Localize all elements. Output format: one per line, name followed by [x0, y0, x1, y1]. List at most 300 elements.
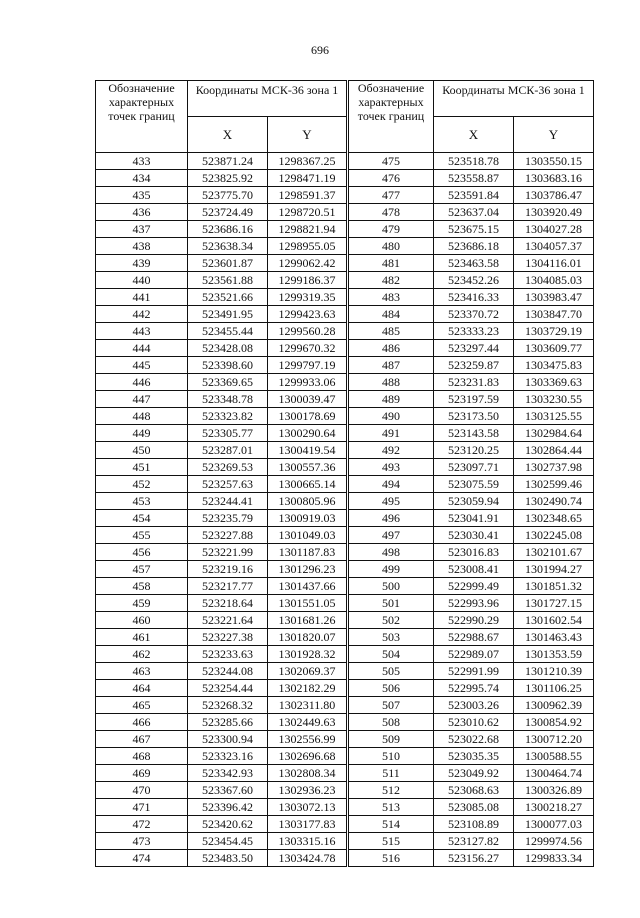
table-row	[96, 561, 347, 578]
table-row	[349, 612, 594, 629]
point-number-cell: 448	[96, 408, 188, 425]
y-coordinate-cell: 1303920.49	[514, 204, 594, 221]
y-coordinate-cell: 1301049.03	[268, 527, 347, 544]
table-row	[349, 663, 594, 680]
point-number-cell: 436	[96, 204, 188, 221]
x-coordinate-cell: 523491.95	[188, 306, 268, 323]
x-coordinate-cell: 523396.42	[188, 799, 268, 816]
y-coordinate-cell: 1301820.07	[268, 629, 347, 646]
table-row	[349, 561, 594, 578]
table-row	[349, 476, 594, 493]
table-row	[349, 799, 594, 816]
table-row	[349, 425, 594, 442]
y-coordinate-cell: 1300557.36	[268, 459, 347, 476]
y-coordinate-cell: 1302696.68	[268, 748, 347, 765]
y-coordinate-cell: 1301353.59	[514, 646, 594, 663]
y-coordinate-cell: 1299797.19	[268, 357, 347, 374]
y-coordinate-cell: 1299933.06	[268, 374, 347, 391]
x-coordinate-cell: 523218.64	[188, 595, 268, 612]
x-coordinate-cell: 523285.66	[188, 714, 268, 731]
x-coordinate-cell: 523370.72	[434, 306, 514, 323]
y-coordinate-cell: 1300178.69	[268, 408, 347, 425]
point-number-cell: 441	[96, 289, 188, 306]
point-number-cell: 458	[96, 578, 188, 595]
x-coordinate-cell: 523010.62	[434, 714, 514, 731]
y-coordinate-cell: 1298591.37	[268, 187, 347, 204]
point-number-cell: 473	[96, 833, 188, 850]
point-number-cell: 462	[96, 646, 188, 663]
x-coordinate-cell: 523518.78	[434, 153, 514, 170]
y-coordinate-cell: 1299319.35	[268, 289, 347, 306]
y-coordinate-cell: 1302245.08	[514, 527, 594, 544]
x-coordinate-cell: 523244.08	[188, 663, 268, 680]
y-coordinate-cell: 1299974.56	[514, 833, 594, 850]
y-coordinate-cell: 1301994.27	[514, 561, 594, 578]
page-number: 696	[311, 43, 329, 57]
table-row	[96, 646, 347, 663]
point-number-cell: 450	[96, 442, 188, 459]
y-coordinate-cell: 1301602.54	[514, 612, 594, 629]
x-coordinate-cell: 522995.74	[434, 680, 514, 697]
table-row	[96, 731, 347, 748]
table-row	[96, 357, 347, 374]
x-coordinate-cell: 523120.25	[434, 442, 514, 459]
x-coordinate-cell: 523398.60	[188, 357, 268, 374]
y-coordinate-cell: 1303424.78	[268, 850, 347, 867]
y-coordinate-cell: 1302984.64	[514, 425, 594, 442]
table-row	[349, 714, 594, 731]
table-row	[349, 595, 594, 612]
y-coordinate-cell: 1303177.83	[268, 816, 347, 833]
table-row	[349, 731, 594, 748]
y-coordinate-cell: 1299560.28	[268, 323, 347, 340]
table-row	[96, 374, 347, 391]
x-coordinate-cell: 523221.99	[188, 544, 268, 561]
y-coordinate-cell: 1302311.80	[268, 697, 347, 714]
table-row	[349, 459, 594, 476]
y-coordinate-cell: 1302101.67	[514, 544, 594, 561]
point-number-cell: 512	[349, 782, 434, 799]
y-coordinate-cell: 1303369.63	[514, 374, 594, 391]
x-coordinate-cell: 523416.33	[434, 289, 514, 306]
table-row	[96, 391, 347, 408]
x-coordinate-cell: 523420.62	[188, 816, 268, 833]
x-coordinate-cell: 523558.87	[434, 170, 514, 187]
point-number-cell: 505	[349, 663, 434, 680]
point-number-cell: 463	[96, 663, 188, 680]
point-number-cell: 510	[349, 748, 434, 765]
x-coordinate-cell: 523254.44	[188, 680, 268, 697]
table-row	[349, 680, 594, 697]
x-coordinate-cell: 523637.04	[434, 204, 514, 221]
table-row	[96, 799, 347, 816]
x-coordinate-cell: 523035.35	[434, 748, 514, 765]
x-coordinate-cell: 523244.41	[188, 493, 268, 510]
point-number-cell: 486	[349, 340, 434, 357]
x-coordinate-cell: 523217.77	[188, 578, 268, 595]
x-coordinate-cell: 523269.53	[188, 459, 268, 476]
y-coordinate-cell: 1301437.66	[268, 578, 347, 595]
table-row	[96, 170, 347, 187]
header-y: Y	[268, 117, 347, 153]
table-row	[96, 833, 347, 850]
table-row	[349, 850, 594, 867]
x-coordinate-cell: 523030.41	[434, 527, 514, 544]
table-row	[349, 289, 594, 306]
point-number-cell: 497	[349, 527, 434, 544]
x-coordinate-cell: 523156.27	[434, 850, 514, 867]
x-coordinate-cell: 523591.84	[434, 187, 514, 204]
x-coordinate-cell: 523455.44	[188, 323, 268, 340]
point-number-cell: 478	[349, 204, 434, 221]
header-y: Y	[514, 117, 594, 153]
point-number-cell: 488	[349, 374, 434, 391]
table-row	[349, 833, 594, 850]
x-coordinate-cell: 523428.08	[188, 340, 268, 357]
y-coordinate-cell: 1300326.89	[514, 782, 594, 799]
point-number-cell: 461	[96, 629, 188, 646]
table-row	[349, 238, 594, 255]
y-coordinate-cell: 1298720.51	[268, 204, 347, 221]
y-coordinate-cell: 1300039.47	[268, 391, 347, 408]
point-number-cell: 500	[349, 578, 434, 595]
table-row	[96, 578, 347, 595]
table-body-left	[96, 153, 347, 867]
x-coordinate-cell: 523454.45	[188, 833, 268, 850]
point-number-cell: 469	[96, 765, 188, 782]
point-number-cell: 485	[349, 323, 434, 340]
x-coordinate-cell: 523323.82	[188, 408, 268, 425]
table-row	[96, 340, 347, 357]
table-row	[349, 816, 594, 833]
y-coordinate-cell: 1300077.03	[514, 816, 594, 833]
x-coordinate-cell: 523173.50	[434, 408, 514, 425]
x-coordinate-cell: 523775.70	[188, 187, 268, 204]
table-row	[96, 680, 347, 697]
point-number-cell: 438	[96, 238, 188, 255]
x-coordinate-cell: 523008.41	[434, 561, 514, 578]
y-coordinate-cell: 1298471.19	[268, 170, 347, 187]
point-number-cell: 496	[349, 510, 434, 527]
table-row	[96, 850, 347, 867]
table-row	[349, 629, 594, 646]
point-number-cell: 513	[349, 799, 434, 816]
point-number-cell: 470	[96, 782, 188, 799]
point-number-cell: 443	[96, 323, 188, 340]
point-number-cell: 459	[96, 595, 188, 612]
x-coordinate-cell: 523022.68	[434, 731, 514, 748]
point-number-cell: 439	[96, 255, 188, 272]
y-coordinate-cell: 1299186.37	[268, 272, 347, 289]
y-coordinate-cell: 1303983.47	[514, 289, 594, 306]
x-coordinate-cell: 523297.44	[434, 340, 514, 357]
table-row	[349, 204, 594, 221]
table-row	[96, 714, 347, 731]
point-number-cell: 516	[349, 850, 434, 867]
point-number-cell: 483	[349, 289, 434, 306]
x-coordinate-cell: 523825.92	[188, 170, 268, 187]
x-coordinate-cell: 523452.26	[434, 272, 514, 289]
y-coordinate-cell: 1299423.63	[268, 306, 347, 323]
x-coordinate-cell: 523233.63	[188, 646, 268, 663]
y-coordinate-cell: 1302182.29	[268, 680, 347, 697]
point-number-cell: 504	[349, 646, 434, 663]
x-coordinate-cell: 523108.89	[434, 816, 514, 833]
table-row	[349, 578, 594, 595]
x-coordinate-cell: 523257.63	[188, 476, 268, 493]
x-coordinate-cell: 523085.08	[434, 799, 514, 816]
table-row	[96, 221, 347, 238]
header-x: X	[434, 117, 514, 153]
table-row	[96, 323, 347, 340]
table-row	[96, 697, 347, 714]
y-coordinate-cell: 1303315.16	[268, 833, 347, 850]
y-coordinate-cell: 1301851.32	[514, 578, 594, 595]
table-row	[349, 408, 594, 425]
table-row	[96, 255, 347, 272]
point-number-cell: 437	[96, 221, 188, 238]
y-coordinate-cell: 1301187.83	[268, 544, 347, 561]
y-coordinate-cell: 1303072.13	[268, 799, 347, 816]
y-coordinate-cell: 1303230.55	[514, 391, 594, 408]
point-number-cell: 464	[96, 680, 188, 697]
coordinates-table-left	[95, 80, 347, 867]
y-coordinate-cell: 1301551.05	[268, 595, 347, 612]
point-number-cell: 455	[96, 527, 188, 544]
x-coordinate-cell: 523016.83	[434, 544, 514, 561]
y-coordinate-cell: 1301106.25	[514, 680, 594, 697]
table-row	[349, 153, 594, 170]
point-number-cell: 453	[96, 493, 188, 510]
table-row	[349, 255, 594, 272]
table-row	[96, 153, 347, 170]
y-coordinate-cell: 1304057.37	[514, 238, 594, 255]
y-coordinate-cell: 1300588.55	[514, 748, 594, 765]
table-row	[349, 442, 594, 459]
point-number-cell: 446	[96, 374, 188, 391]
table-row	[349, 493, 594, 510]
point-number-cell: 509	[349, 731, 434, 748]
point-number-cell: 444	[96, 340, 188, 357]
point-number-cell: 465	[96, 697, 188, 714]
point-number-cell: 514	[349, 816, 434, 833]
y-coordinate-cell: 1304116.01	[514, 255, 594, 272]
table-row	[349, 646, 594, 663]
point-number-cell: 491	[349, 425, 434, 442]
x-coordinate-cell: 522990.29	[434, 612, 514, 629]
point-number-cell: 456	[96, 544, 188, 561]
y-coordinate-cell: 1303609.77	[514, 340, 594, 357]
x-coordinate-cell: 523601.87	[188, 255, 268, 272]
x-coordinate-cell: 523300.94	[188, 731, 268, 748]
table-row	[349, 357, 594, 374]
x-coordinate-cell: 523369.65	[188, 374, 268, 391]
table-row	[349, 340, 594, 357]
table-row	[349, 765, 594, 782]
y-coordinate-cell: 1300712.20	[514, 731, 594, 748]
table-row	[96, 272, 347, 289]
x-coordinate-cell: 523003.26	[434, 697, 514, 714]
x-coordinate-cell: 523342.93	[188, 765, 268, 782]
x-coordinate-cell: 523127.82	[434, 833, 514, 850]
table-row	[96, 306, 347, 323]
point-number-cell: 476	[349, 170, 434, 187]
x-coordinate-cell: 523259.87	[434, 357, 514, 374]
point-number-cell: 515	[349, 833, 434, 850]
point-number-cell: 467	[96, 731, 188, 748]
x-coordinate-cell: 523521.66	[188, 289, 268, 306]
x-coordinate-cell: 523638.34	[188, 238, 268, 255]
y-coordinate-cell: 1300419.54	[268, 442, 347, 459]
point-number-cell: 460	[96, 612, 188, 629]
y-coordinate-cell: 1299833.34	[514, 850, 594, 867]
y-coordinate-cell: 1303786.47	[514, 187, 594, 204]
point-number-cell: 482	[349, 272, 434, 289]
y-coordinate-cell: 1303729.19	[514, 323, 594, 340]
y-coordinate-cell: 1301928.32	[268, 646, 347, 663]
table-row	[96, 612, 347, 629]
point-number-cell: 494	[349, 476, 434, 493]
table-row	[349, 782, 594, 799]
x-coordinate-cell: 523561.88	[188, 272, 268, 289]
point-number-cell: 434	[96, 170, 188, 187]
point-number-cell: 481	[349, 255, 434, 272]
point-number-cell: 452	[96, 476, 188, 493]
point-number-cell: 492	[349, 442, 434, 459]
x-coordinate-cell: 523686.16	[188, 221, 268, 238]
table-row	[349, 374, 594, 391]
y-coordinate-cell: 1303550.15	[514, 153, 594, 170]
point-number-cell: 442	[96, 306, 188, 323]
point-number-cell: 449	[96, 425, 188, 442]
x-coordinate-cell: 523197.59	[434, 391, 514, 408]
point-number-cell: 451	[96, 459, 188, 476]
y-coordinate-cell: 1301681.26	[268, 612, 347, 629]
y-coordinate-cell: 1302069.37	[268, 663, 347, 680]
header-designation: Обозначение характерных точек границ	[96, 81, 188, 153]
point-number-cell: 440	[96, 272, 188, 289]
table-row	[96, 782, 347, 799]
x-coordinate-cell: 522989.07	[434, 646, 514, 663]
table-row	[349, 272, 594, 289]
x-coordinate-cell: 523483.50	[188, 850, 268, 867]
y-coordinate-cell: 1302864.44	[514, 442, 594, 459]
y-coordinate-cell: 1304085.03	[514, 272, 594, 289]
table-row	[349, 527, 594, 544]
point-number-cell: 477	[349, 187, 434, 204]
x-coordinate-cell: 523219.16	[188, 561, 268, 578]
point-number-cell: 495	[349, 493, 434, 510]
x-coordinate-cell: 523068.63	[434, 782, 514, 799]
point-number-cell: 454	[96, 510, 188, 527]
x-coordinate-cell: 522993.96	[434, 595, 514, 612]
table-row	[349, 697, 594, 714]
y-coordinate-cell: 1298955.05	[268, 238, 347, 255]
x-coordinate-cell: 523235.79	[188, 510, 268, 527]
table-row	[96, 765, 347, 782]
x-coordinate-cell: 523305.77	[188, 425, 268, 442]
point-number-cell: 472	[96, 816, 188, 833]
y-coordinate-cell: 1301296.23	[268, 561, 347, 578]
point-number-cell: 447	[96, 391, 188, 408]
table-row	[96, 816, 347, 833]
y-coordinate-cell: 1301727.15	[514, 595, 594, 612]
x-coordinate-cell: 523333.23	[434, 323, 514, 340]
header-x: X	[188, 117, 268, 153]
table-row	[349, 187, 594, 204]
table-row	[96, 289, 347, 306]
table-row	[96, 442, 347, 459]
x-coordinate-cell: 523287.01	[188, 442, 268, 459]
table-row	[96, 425, 347, 442]
x-coordinate-cell: 522991.99	[434, 663, 514, 680]
table-row	[96, 408, 347, 425]
point-number-cell: 499	[349, 561, 434, 578]
y-coordinate-cell: 1302449.63	[268, 714, 347, 731]
y-coordinate-cell: 1302348.65	[514, 510, 594, 527]
point-number-cell: 479	[349, 221, 434, 238]
table-row	[349, 221, 594, 238]
point-number-cell: 471	[96, 799, 188, 816]
x-coordinate-cell: 523075.59	[434, 476, 514, 493]
x-coordinate-cell: 523348.78	[188, 391, 268, 408]
y-coordinate-cell: 1300218.27	[514, 799, 594, 816]
table-row	[96, 493, 347, 510]
table-row	[349, 323, 594, 340]
point-number-cell: 489	[349, 391, 434, 408]
y-coordinate-cell: 1300464.74	[514, 765, 594, 782]
point-number-cell: 445	[96, 357, 188, 374]
table-row	[349, 544, 594, 561]
table-row	[96, 476, 347, 493]
table-row	[96, 204, 347, 221]
header-coordinates: Координаты МСК-36 зона 1	[434, 81, 594, 117]
table-row	[96, 663, 347, 680]
point-number-cell: 498	[349, 544, 434, 561]
point-number-cell: 511	[349, 765, 434, 782]
x-coordinate-cell: 523231.83	[434, 374, 514, 391]
table-row	[349, 510, 594, 527]
y-coordinate-cell: 1298821.94	[268, 221, 347, 238]
table-row	[96, 527, 347, 544]
y-coordinate-cell: 1300290.64	[268, 425, 347, 442]
table-row	[349, 748, 594, 765]
table-row	[349, 306, 594, 323]
point-number-cell: 508	[349, 714, 434, 731]
x-coordinate-cell: 523227.38	[188, 629, 268, 646]
x-coordinate-cell: 523323.16	[188, 748, 268, 765]
y-coordinate-cell: 1301463.43	[514, 629, 594, 646]
y-coordinate-cell: 1300805.96	[268, 493, 347, 510]
point-number-cell: 503	[349, 629, 434, 646]
point-number-cell: 490	[349, 408, 434, 425]
point-number-cell: 507	[349, 697, 434, 714]
table-row	[96, 595, 347, 612]
point-number-cell: 480	[349, 238, 434, 255]
point-number-cell: 466	[96, 714, 188, 731]
point-number-cell: 502	[349, 612, 434, 629]
point-number-cell: 484	[349, 306, 434, 323]
table-body-right	[349, 153, 594, 867]
x-coordinate-cell: 523367.60	[188, 782, 268, 799]
y-coordinate-cell: 1303683.16	[514, 170, 594, 187]
x-coordinate-cell: 523097.71	[434, 459, 514, 476]
point-number-cell: 457	[96, 561, 188, 578]
table-row	[96, 510, 347, 527]
header-coordinates: Координаты МСК-36 зона 1	[188, 81, 347, 117]
x-coordinate-cell: 523871.24	[188, 153, 268, 170]
y-coordinate-cell: 1299062.42	[268, 255, 347, 272]
